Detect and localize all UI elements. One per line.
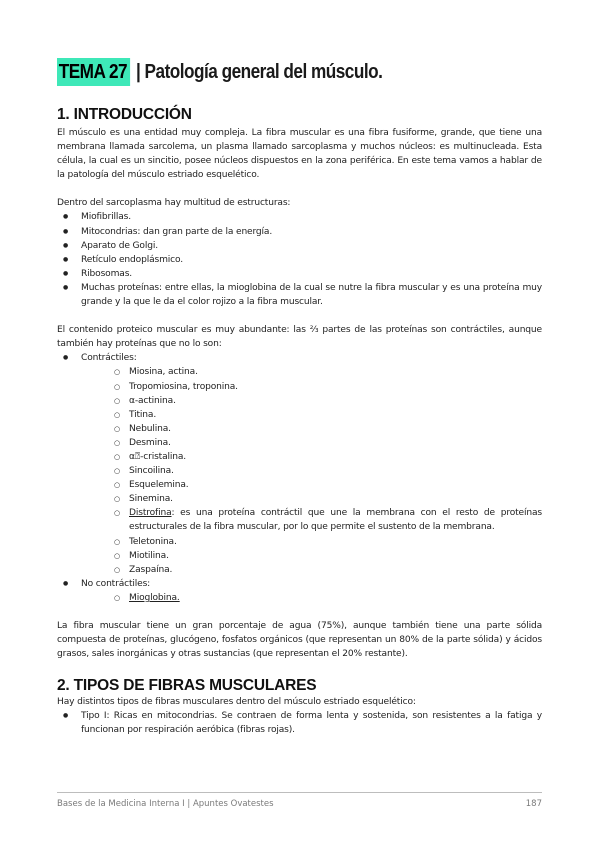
list-item: ● Aparato de Golgi.	[57, 239, 542, 253]
list-item: ○ Nebulina.	[57, 422, 542, 436]
contractile-sublist	[57, 365, 542, 576]
page-number: 187	[525, 799, 542, 809]
list-item: ○ Miotilina.	[57, 549, 542, 563]
list-item: ○ Sinemina.	[57, 492, 542, 506]
list-item: ● Miofibrillas.	[57, 210, 542, 224]
list-item: ○ Desmina.	[57, 436, 542, 450]
list-item-distrofina	[57, 506, 542, 534]
list-item: ● Ribosomas.	[57, 267, 542, 281]
distrofina-term: Distrofina	[129, 508, 172, 519]
list-item: ● Muchas proteínas: entre ellas, la mioglobina de la cual se nutre la fibra muscular y es una proteína muy grande y la que le da el color rojizo a la fibra muscular.	[57, 281, 542, 309]
list-item: ● Tipo I: Ricas en mitocondrias. Se contraen de forma lenta y sostenida, son resistentes a la fatiga y funcionan por respiración aeróbica (fibras rojas).	[57, 709, 542, 737]
list-item: ● Mitocondrias: dan gran parte de la energía.	[57, 225, 542, 239]
proteins-list	[57, 351, 542, 605]
list-item: ○ Miosina, actina.	[57, 365, 542, 379]
list-item: ○ Sincoilina.	[57, 464, 542, 478]
noncontractile-label: No contráctiles:	[81, 578, 151, 589]
list-item: ○ α-actinina.	[57, 394, 542, 408]
list-item-contractile	[57, 351, 542, 365]
page-title	[57, 58, 422, 86]
list-item: ● Retículo endoplásmico.	[57, 253, 542, 267]
noncontractile-sublist	[57, 591, 542, 605]
contractile-label: Contráctiles:	[81, 353, 137, 364]
noncontractile-sublist-wrapper	[57, 591, 542, 605]
list-item-noncontractile	[57, 577, 542, 591]
intro-paragraph-4: La fibra muscular tiene un gran porcentaje de agua (75%), aunque también tiene una parte sólida compuesta de proteínas, glucógeno, fosfatos orgánicos (que representan un 80% de la parte sólida) y ácidos grasos, sales inorgánicas y otras sustancias (que representan el 20% restante).	[57, 621, 542, 660]
intro-paragraph-3: El contenido proteico muscular es muy abundante: las ⅔ partes de las proteínas son contráctiles, aunque también hay proteínas que no lo son:	[57, 325, 542, 350]
list-item: ○ Zaspaína.	[57, 563, 542, 577]
tema-label: TEMA 27	[57, 58, 130, 86]
list-item	[57, 591, 542, 605]
list-item: ○ Esquelemina.	[57, 478, 542, 492]
contractile-sublist-wrapper	[57, 365, 542, 576]
fibers-body	[57, 695, 542, 737]
list-item: ○ Tropomiosina, troponina.	[57, 380, 542, 394]
distrofina-description: : es una proteína contráctil que une la membrana con el resto de proteínas estructurales de la fibra muscular, por lo que permite el sustento de la membrana.	[129, 508, 542, 533]
title-text: | Patología general del músculo.	[135, 60, 382, 83]
mioglobina-term: Mioglobina.	[129, 592, 180, 603]
intro-body	[57, 126, 542, 675]
footer-text: Bases de la Medicina Interna I | Apuntes Ovatestes	[57, 799, 274, 809]
list-item: ○ α⍰-cristalina.	[57, 450, 542, 464]
structures-list	[57, 210, 542, 309]
footer-divider	[57, 792, 542, 793]
list-item: ○ Titina.	[57, 408, 542, 422]
section-heading-introduccion: 1. INTRODUCCIÓN	[57, 106, 192, 123]
list-item: ○ Teletonina.	[57, 535, 542, 549]
fibers-paragraph-1: Hay distintos tipos de fibras musculares dentro del músculo estriado esquelético:	[57, 697, 416, 707]
intro-paragraph-1: El músculo es una entidad muy compleja. La fibra muscular es una fibra fusiforme, grande, que tiene una membrana llamada sarcolema, un plasma llamado sarcoplasma y muchos núcleos: es multinucleada. Esta célula, la cual es un sincitio, posee núcleos dispuestos en la zona periférica. En este tema vamos a hablar de la patología del músculo estriado esquelético.	[57, 128, 542, 181]
section-heading-tipos-fibras: 2. TIPOS DE FIBRAS MUSCULARES	[57, 677, 317, 694]
intro-paragraph-2: Dentro del sarcoplasma hay multitud de estructuras:	[57, 198, 291, 209]
fibers-list	[57, 709, 542, 737]
